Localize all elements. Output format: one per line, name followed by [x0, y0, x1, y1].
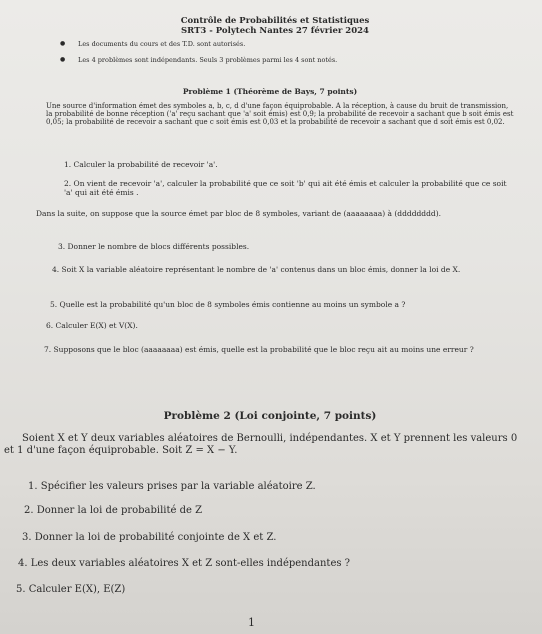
instruction-item: ● Les documents du cours et des T.D. sont autorisés.: [60, 40, 520, 48]
instructions-list: [60, 40, 520, 71]
problem2-intro: Soient X et Y deux variables aléatoires de Bernoulli, indépendantes. X et Y prennent les valeurs 0 et 1 d'une façon équiprobable. Soit Z = X − Y.: [4, 433, 518, 456]
exam-subtitle: SRT3 - Polytech Nantes 27 février 2024: [181, 26, 369, 36]
problem1-title: Problème 1 (Théorème de Bays, 7 points): [182, 87, 358, 96]
problem1-question-6: 6. Calculer E(X) et V(X).: [46, 321, 138, 330]
problem1-question-4: 4. Soit X la variable aléatoire représentant le nombre de 'a' contenus dans un bloc émis, donner la loi de X.: [52, 265, 461, 274]
problem2-question-1: 1. Spécifier les valeurs prises par la variable aléatoire Z.: [28, 481, 316, 492]
problem2-question-2: 2. Donner la loi de probabilité de Z: [24, 505, 203, 516]
problem2-question-4: 4. Les deux variables aléatoires X et Z sont-elles indépendantes ?: [18, 558, 351, 569]
problem2-question-5: 5. Calculer E(X), E(Z): [16, 584, 126, 595]
problem1-question-2: 2. On vient de recevoir 'a', calculer la probabilité que ce soit 'b' qui ait été émis et calculer la probabilité que ce soit 'a' qui ait été émis .: [64, 179, 507, 197]
problem1-question-3: 3. Donner le nombre de blocs différents possibles.: [58, 242, 250, 251]
problem2-question-3: 3. Donner la loi de probabilité conjointe de X et Z.: [22, 532, 277, 543]
problem1-question-5: 5. Quelle est la probabilité qu'un bloc de 8 symboles émis contienne au moins un symbole a ?: [50, 300, 406, 309]
exam-title: Contrôle de Probabilités et Statistiques: [180, 16, 370, 26]
problem1-bridge: Dans la suite, on suppose que la source émet par bloc de 8 symboles, variant de (aaaaaaaa) à (dddddddd).: [36, 209, 442, 218]
instruction-item: ● Les 4 problèmes sont indépendants. Seuls 3 problèmes parmi les 4 sont notés.: [60, 56, 520, 64]
page-number: 1: [248, 616, 255, 629]
problem1-question-1: 1. Calculer la probabilité de recevoir 'a'.: [64, 160, 218, 169]
problem1-question-7: 7. Supposons que le bloc (aaaaaaaa) est émis, quelle est la probabilité que le bloc reçu ait au moins une erreur ?: [44, 345, 474, 354]
problem2-title: Problème 2 (Loi conjointe, 7 points): [163, 410, 377, 422]
exam-header: [150, 16, 400, 36]
problem1-intro: Une source d'information émet des symboles a, b, c, d d'une façon équiprobable. A la réception, à cause du bruit de transmission, la probabilité de bonne réception ('a' reçu sachant que 'a' soit émis) est 0,9; la probabilité de recevoir a sachant que b soit émis est 0,05; la probabilité de recevoir a sachant que c soit émis est 0,03 et la probabilité de recevoir a sachant que d soit émis est 0,02.: [46, 102, 514, 127]
